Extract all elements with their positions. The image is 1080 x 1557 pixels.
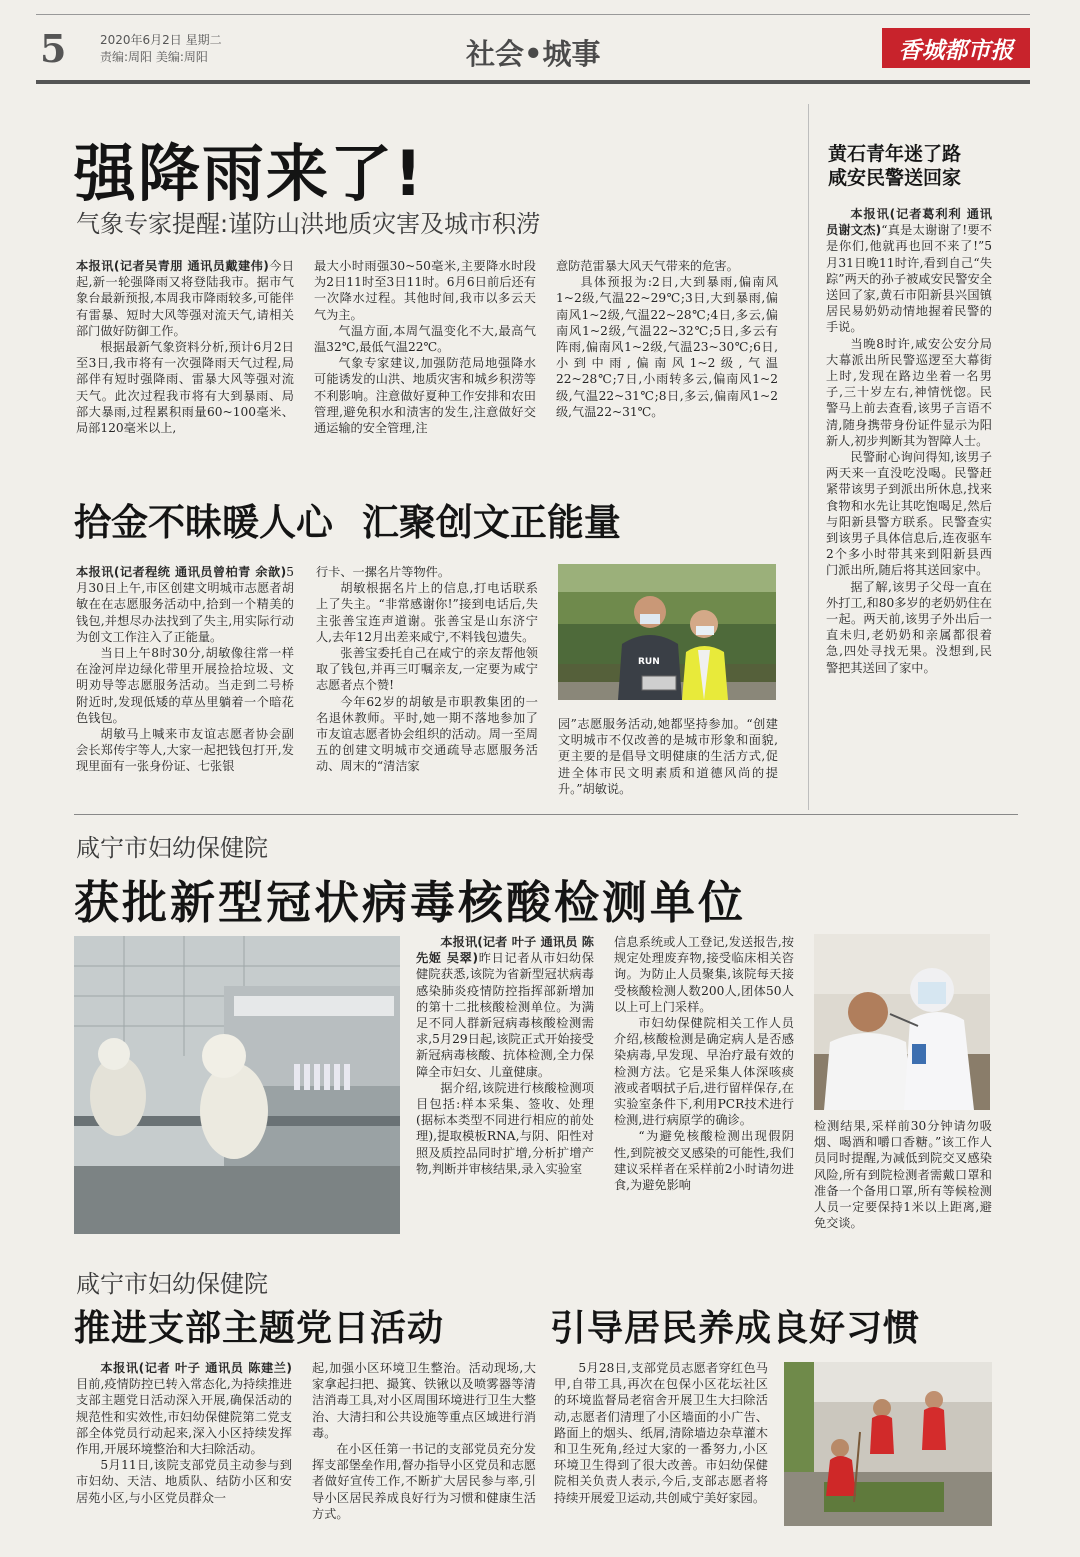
lab-photo-art: [74, 936, 400, 1234]
lost-paragraph: “真是太谢谢了!要不是你们,他就再也回不来了!”5月31日晚11时许,看到自己“失踪”两天的孙子被咸安民警安全送回了家,黄石市阳新县兴国镇居民易奶奶动情地握着民警的手说。: [826, 223, 992, 335]
rain-column-1: [76, 258, 294, 436]
lab-paragraph: 市妇幼保健院相关工作人员介绍,核酸检测是确定病人是否感染病毒,早发现、早治疗最有效的检测方法。它是采集人体深咳痰液或者咽拭子后,进行留样保存,在实验室条件下,利用PCR技术进行检测,进行病原学的确诊。: [614, 1016, 794, 1128]
section-separator: [74, 814, 1018, 815]
lab-paragraph: 昨日记者从市妇幼保健院获悉,该院为省新型冠状病毒感染肺炎疫情防控指挥部新增加的第十二批核酸检测单位。为满足不同人群新冠病毒核酸检测需求,5月29日起,该院正式开始接受新冠病毒核酸、抗体检测,全力保障全市妇女、儿童健康。: [416, 951, 594, 1079]
swab-photo: [814, 934, 990, 1110]
wallet-byline: 本报讯(记者程统 通讯员曾柏青 余歆): [76, 565, 287, 579]
wallet-column-1: [76, 564, 294, 775]
party-kicker: 咸宁市妇幼保健院: [76, 1270, 268, 1298]
party-paragraph: 5月28日,支部党员志愿者穿红色马甲,自带工具,再次在包保小区花坛社区的环境监督局老宿舍开展卫生大扫除活动,志愿者们清理了小区墙面的小广告、路面上的烟头、纸屑,清除墙边杂草灌木和卫生死角,经过大家的一番努力,小区环境卫生得到了很大改善。市妇幼保健院相关负责人表示,今后,支部志愿者将持续开展爱卫运动,共创咸宁美好家园。: [554, 1361, 768, 1505]
rain-paragraph: 根据最新气象资料分析,预计6月2日至3日,我市将有一次强降雨天气过程,局部伴有短时强降雨、雷暴大风等强对流天气。此次过程我市将有大到暴雨、局部大暴雨,过程累积雨量60~100毫米、局部120毫米以上,: [76, 340, 294, 436]
rain-byline: 本报讯(记者吴青朋 通讯员戴建伟): [76, 259, 269, 273]
lab-paragraph: “为避免核酸检测出现假阴性,到院被交叉感染的可能性,我们建议采样者在采样前2小时请勿进食,为避免影响: [614, 1129, 794, 1193]
party-paragraph: 在小区任第一书记的支部党员充分发挥支部堡垒作用,督办指导小区党员和志愿者做好宣传工作,不断扩大居民参与率,引导小区居民养成良好行为习惯和健康生活方式。: [312, 1442, 536, 1521]
party-column-1: [76, 1360, 292, 1506]
paper-logo-text: 香城都市报: [898, 36, 1014, 64]
paper-logo: [882, 28, 1030, 68]
wallet-paragraph: 胡敏根据名片上的信息,打电话联系上了失主。“非常感谢你!”接到电话后,失主张善宝连声道谢。张善宝是山东济宁人,去年12月出差来咸宁,不料钱包遗失。: [316, 581, 538, 644]
wallet-paragraph: 当日上午8时30分,胡敏像往常一样在淦河岸边绿化带里开展捡拾垃圾、文明劝导等志愿服务活动。当走到二号桥附近时,发现低矮的草丛里躺着一个暗花色钱包。: [76, 646, 294, 725]
lab-photo: [74, 936, 400, 1234]
swab-photo-art: [814, 934, 990, 1110]
rain-column-3: [556, 258, 778, 420]
wallet-paragraph: 园”志愿服务活动,她都坚持参加。“创建文明城市不仅改善的是城市形象和面貌,更主要的是倡导文明健康的生活方式,促进全体市民文明素质和道德风尚的提升。”胡敏说。: [558, 717, 778, 796]
party-byline: 本报讯(记者 叶子 通讯员 陈建兰): [100, 1361, 292, 1375]
rain-subhead: 气象专家提醒:谨防山洪地质灾害及城市积涝: [76, 210, 541, 238]
lab-byline: 本报讯(记者 叶子 通讯员 陈先姬 吴翠): [416, 935, 594, 966]
lab-kicker: 咸宁市妇幼保健院: [76, 834, 268, 862]
rain-paragraph: 意防范雷暴大风天气带来的危害。: [556, 259, 739, 273]
rain-paragraph: 今日起,新一轮强降雨又将登陆我市。据市气象台最新预报,本周我市降雨较多,可能伴有雷暴、短时大风等强对流天气,请相关部门做好防御工作。: [76, 259, 295, 338]
rain-paragraph: 气温方面,本周气温变化不大,最高气温32℃,最低气温22℃。: [314, 323, 536, 355]
wallet-column-3: [558, 716, 778, 797]
masthead-bottom-rule: [36, 80, 1030, 84]
party-headline-left: 推进支部主题党日活动: [74, 1308, 445, 1349]
party-headline-right: 引导居民养成良好习惯: [550, 1308, 921, 1349]
lab-column-2: [614, 934, 794, 1193]
editors-credit: 责编:周阳 美编:周阳: [100, 50, 208, 64]
masthead: [0, 0, 1080, 90]
wallet-column-2: [316, 564, 538, 775]
lost-paragraph: 民警耐心询问得知,该男子两天来一直没吃没喝。民警赶紧带该男子到派出所休息,找来食物和水先让其吃饱喝足,然后与阳新县警方联系。民警查实到该男子具体信息后,连夜驱车2个多小时带其来到阳新县西门派出所,随后将其送回家中。: [826, 450, 992, 578]
wallet-photo: [558, 564, 776, 700]
party-column-3: [554, 1360, 768, 1506]
shirt-print: RUN: [638, 657, 660, 667]
issue-date: 2020年6月2日 星期二: [100, 33, 222, 47]
masthead-top-rule: [36, 14, 1030, 15]
wallet-paragraph: 行卡、一摞名片等物件。: [316, 565, 451, 579]
wallet-headline: 拾金不昧暖人心 汇聚创文正能量: [74, 501, 621, 544]
rain-paragraph: 具体预报为:2日,大到暴雨,偏南风1~2级,气温22~29℃;3日,大到暴雨,偏南风1~2级,气温22~28℃;4日,多云,偏南风1~2级,气温22~32℃;5日,多云有阵雨,偏南风1~2级,气温23~30℃;6日,小到中雨,偏南风1~2级,气温22~28℃;7日,小雨转多云,偏南风1~2级,气温22~31℃;8日,多云,偏南风1~2级,气温22~31℃。: [556, 275, 778, 419]
rain-headline: 强降雨来了!: [74, 137, 425, 210]
lost-paragraph: 当晚8时许,咸安公安分局大幕派出所民警巡逻至大幕街上时,发现在路边坐着一名男子,三十岁左右,神情恍惚。民警马上前去查看,该男子言语不清,随身携带身份证件显示为阳新人,初步判断其为智障人士。: [826, 336, 992, 448]
page-number: 5: [40, 26, 67, 71]
lab-paragraph: 据介绍,该院进行核酸检测项目包括:样本采集、签收、处理(据标本类型不同进行相应的前处理),提取模板RNA,与阴、阳性对照及质控品同时扩增,分析扩增产物,判断并审核结果,录入实验室: [416, 1080, 594, 1176]
lab-paragraph: 检测结果,采样前30分钟请勿吸烟、喝酒和嚼口香糖。”该工作人员同时提醒,为减低到院交叉感染风险,所有到院检测者需戴口罩和准备一个备用口罩,所有等候检测人员一定要保持1米以上距离,避免交谈。: [814, 1119, 992, 1231]
rain-column-2: [314, 258, 536, 436]
party-column-2: [312, 1360, 536, 1522]
party-photo: [784, 1362, 992, 1526]
lab-column-1: [416, 934, 594, 1177]
party-paragraph: 目前,疫情防控已转入常态化,为持续推进支部主题党日活动深入开展,确保活动的规范性和实效性,市妇幼保健院第二党支部全体党员行动起来,深入小区持续发挥作用,开展环境整治和大扫除活动。: [76, 1377, 292, 1457]
lab-headline: 获批新型冠状病毒核酸检测单位: [74, 876, 747, 929]
lab-column-3: [814, 1118, 992, 1231]
wallet-paragraph: 胡敏马上喊来市友谊志愿者协会副会长郑传宇等人,大家一起把钱包打开,发现里面有一张身份证、七张银: [76, 727, 294, 774]
lost-byline: 本报讯(记者葛利利 通讯员谢文杰): [826, 207, 992, 238]
lab-paragraph: 信息系统或人工登记,发送报告,按规定处理废弃物,接受临床相关咨询。为防止人员聚集,该院每天接受核酸检测人数200人,团体50人以上可上门采样。: [614, 935, 794, 1014]
lost-headline-line-2: 咸安民警送回家: [828, 167, 962, 189]
lost-headline-line-1: 黄石青年迷了路: [828, 143, 962, 165]
wallet-photo-art: [558, 564, 776, 700]
wallet-paragraph: 张善宝委托自己在咸宁的亲友帮他领取了钱包,并再三叮嘱亲友,一定要为咸宁志愿者点个赞!: [316, 646, 538, 693]
party-paragraph: 起,加强小区环境卫生整治。活动现场,大家拿起扫把、撮箕、铁锹以及喷雾器等清洁消毒工具,对小区周围环境进行卫生大整治、大清扫和公共设施等重点区域进行消毒。: [312, 1361, 536, 1440]
column-divider: [808, 104, 809, 810]
lost-paragraph: 据了解,该男子父母一直在外打工,和80多岁的老奶奶住在一起。两天前,该男子外出后一直未归,老奶奶和亲属都很着急,四处寻找无果。没想到,民警把其送回了家中。: [826, 579, 992, 675]
rain-paragraph: 最大小时雨强30~50毫米,主要降水时段为2日11时至3日11时。6月6日前后还有一次降水过程。其他时间,我市以多云天气为主。: [314, 259, 536, 322]
party-paragraph: 5月11日,该院支部党员主动参与到市妇幼、天洁、地质队、结防小区和安居苑小区,与小区党员群众一: [76, 1458, 292, 1505]
wallet-paragraph: 5月30日上午,市区创建文明城市志愿者胡敏在在志愿服务活动中,拾到一个精美的钱包,并想尽办法找到了失主,用实际行动为创文工作注入了正能量。: [76, 565, 294, 644]
party-photo-art: [784, 1362, 992, 1526]
wallet-paragraph: 今年62岁的胡敏是市职教集团的一名退休教师。平时,她一期不落地参加了市友谊志愿者协会组织的活动。周一至周五的创建文明城市交通疏导志愿服务活动、周末的“清洁家: [316, 694, 538, 774]
rain-paragraph: 气象专家建议,加强防范局地强降水可能诱发的山洪、地质灾害和城乡积涝等不利影响。注意做好夏种工作安排和农田管理,避免积水和渍害的发生,注意做好交通运输的安全管理,注: [314, 356, 536, 436]
lost-column: [826, 206, 992, 676]
section-title: 社会•城事: [466, 37, 601, 71]
